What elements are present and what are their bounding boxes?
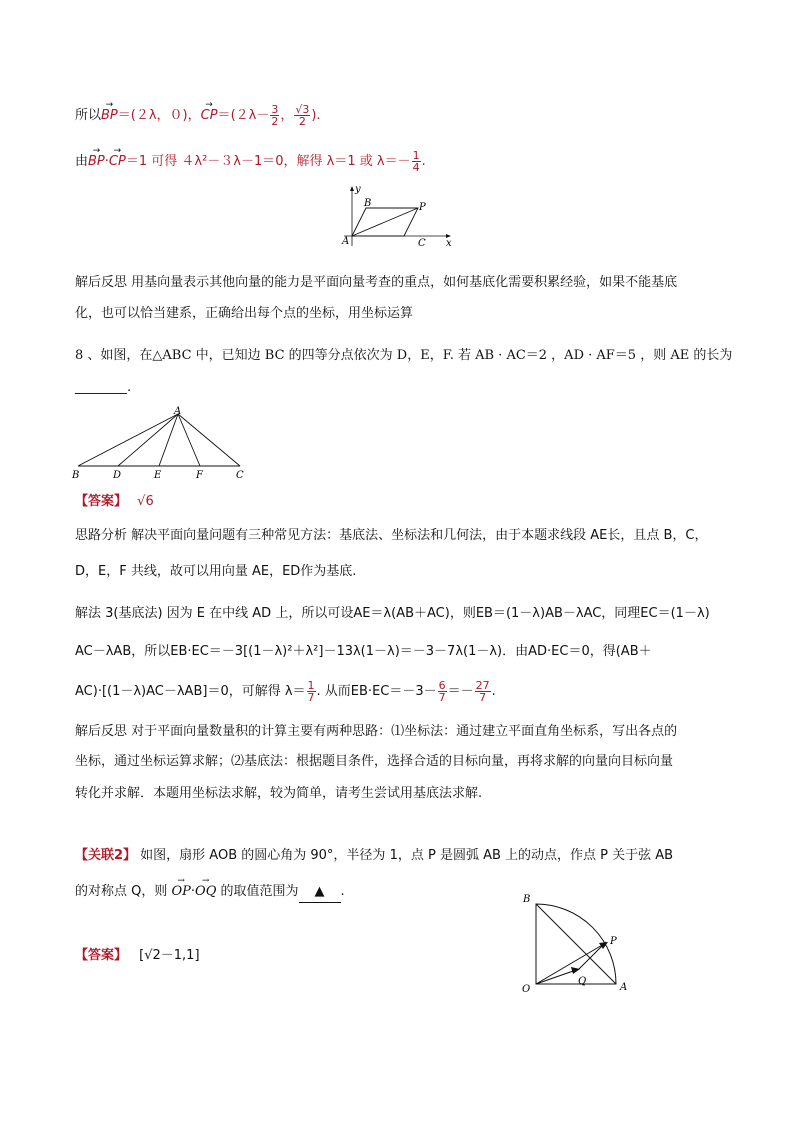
label-e: E — [154, 470, 162, 481]
answer-value: √6 — [137, 494, 154, 509]
reflection-1: 解后反思 用基向量表示其他向量的能力是平面向量考查的重点，如何基底化需要积累经验，如果不能基底 — [75, 275, 678, 290]
text: ， — [280, 108, 294, 123]
question-8: 8 、如图，在△ABC 中，已知边 BC 的四等分点依次为 D，E，F. 若 AB · AC＝2 ，AD · AF＝5 ，则 AE 的长为 — [75, 348, 733, 363]
text: . — [340, 884, 345, 899]
fraction: $\frac{3}{2}$ — [271, 103, 279, 128]
text: ＝1 可得 ４λ²－３λ－1＝0，解得 λ＝1 或 λ＝－ — [125, 154, 411, 169]
label-f: F — [196, 470, 203, 481]
label-b: B — [364, 198, 372, 209]
fraction: $\frac{27}{7}$ — [475, 679, 490, 704]
segment-af — [178, 414, 200, 466]
figure-triangle-abc — [70, 406, 250, 482]
analysis-1: 思路分析 解决平面向量问题有三种常见方法：基底法、坐标法和几何法，由于本题求线段 AE长，且点 B，C， — [75, 528, 708, 543]
text: . — [421, 154, 426, 169]
label-b: B — [72, 470, 80, 481]
fraction: $\frac{6}{7}$ — [438, 679, 446, 704]
answer-label: 【答案】 — [75, 494, 128, 509]
vector-cp: → CP — [201, 106, 218, 126]
related-question-cont — [75, 882, 345, 903]
label-c: C — [236, 470, 244, 481]
reflection-1-cont: 化，也可以恰当建系，正确给出每个点的坐标，用坐标运算 — [75, 306, 414, 321]
label-x: x — [446, 238, 452, 249]
text: . — [491, 684, 496, 699]
vector-op — [536, 944, 604, 984]
text: · — [104, 154, 109, 169]
label-o: O — [522, 984, 531, 995]
text: 的取值范围为 — [216, 884, 299, 899]
segment-ac — [178, 414, 240, 466]
answer-blank — [299, 882, 341, 903]
figure-coordinate-parallelogram — [338, 184, 460, 250]
text: ). — [311, 108, 321, 123]
reflection-2-end: 转化并求解．本题用坐标法求解，较为简单，请考生尝试用基底法求解. — [75, 786, 483, 801]
text: (２λ－ — [230, 108, 270, 123]
formula-line-2 — [75, 150, 426, 173]
text: . 从而EB·EC＝－3－ — [316, 684, 437, 699]
answer-blank: ________. — [75, 380, 132, 395]
answer-2-line — [75, 946, 200, 966]
related-question — [75, 846, 673, 866]
triangle-marker: ▲ — [314, 884, 325, 899]
fraction: $\frac{1}{4}$ — [412, 149, 420, 174]
answer-label: 【答案】 — [75, 948, 128, 963]
segment-ap — [352, 208, 418, 236]
label-d: D — [113, 470, 122, 481]
arrowhead-oq — [571, 967, 580, 974]
label-y: y — [355, 184, 361, 195]
method-line-1: 解法 3(基底法) 因为 E 在中线 AD 上，所以可设AE＝λ(AB＋AC)，则EB＝(1－λ)AB－λAC，同理EC＝(1－λ) — [75, 606, 710, 621]
vector-oq: → OQ — [195, 882, 216, 902]
related-label: 【关联2】 — [75, 848, 137, 863]
label-a: A — [620, 982, 628, 993]
answer-line — [75, 492, 154, 512]
text: ＝(２λ，０)， — [117, 108, 201, 123]
text: ＝ — [217, 108, 231, 123]
text: AC)·[(1－λ)AC－λAB]＝0，可解得 λ＝ — [75, 684, 306, 699]
segment-ad — [118, 414, 178, 466]
label-p: P — [419, 202, 426, 213]
formula-line-1 — [75, 104, 321, 127]
fraction: $\frac{1}{7}$ — [307, 679, 315, 704]
reflection-2: 解后反思 对于平面向量数量积的计算主要有两种思路：⑴坐标法：通过建立平面直角坐标系，写出各点的 — [75, 724, 678, 739]
y-axis-arrow — [350, 186, 354, 191]
text: 的对称点 Q，则 — [75, 884, 172, 899]
label-c: C — [418, 238, 426, 249]
text: 由 — [75, 154, 89, 169]
vector-op: → OP — [172, 882, 191, 902]
fraction: $\frac{√3}{2}$ — [295, 103, 310, 128]
segment-pq — [578, 942, 606, 970]
answer-value: [√2－1,1] — [139, 948, 200, 963]
text: 如图，扇形 AOB 的圆心角为 90°，半径为 1，点 P 是圆弧 AB 上的动点，作点 P 关于弦 AB — [136, 848, 674, 863]
vector-bp: → BP — [101, 106, 118, 126]
reflection-2-cont: 坐标，通过坐标运算求解；⑵基底法：根据题目条件，选择合适的目标向量，再将求解的向量向目标向量 — [75, 754, 674, 769]
method-line-3 — [75, 680, 496, 703]
figure-sector-aob — [516, 886, 636, 996]
label-a: A — [174, 406, 182, 417]
text: 所以 — [75, 108, 102, 123]
label-a: A — [342, 236, 350, 247]
analysis-2: D，E，F 共线，故可以用向量 AE，ED作为基底. — [75, 564, 357, 579]
method-line-2: AC－λAB，所以EB·EC＝－3[(1－λ)²＋λ²]－13λ(1－λ)＝－3－7λ(1－λ)．由AD·EC＝0，得(AB＋ — [75, 644, 652, 659]
segment-ab — [78, 414, 178, 466]
label-q: Q — [578, 976, 587, 987]
label-p: P — [610, 936, 617, 947]
label-b: B — [523, 894, 531, 905]
text: ＝－ — [447, 684, 474, 699]
vector-bp: → BP — [88, 152, 105, 172]
vector-cp: → CP — [109, 152, 126, 172]
text: · — [190, 884, 196, 899]
